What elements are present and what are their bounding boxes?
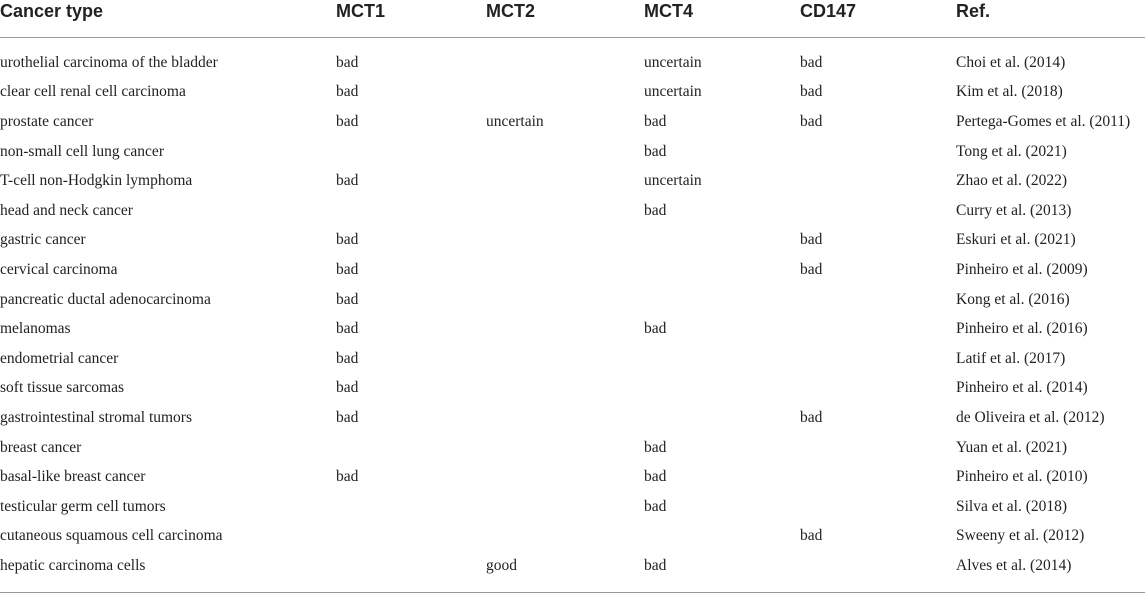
table-row bbox=[0, 551, 1145, 581]
cell-mct2 bbox=[486, 374, 644, 404]
cell-mct2: good bbox=[486, 556, 517, 574]
cell-mct4 bbox=[644, 403, 800, 433]
cell-mct2 bbox=[486, 38, 644, 78]
cell-mct1: bad bbox=[336, 112, 359, 130]
cell-mct1 bbox=[336, 137, 486, 167]
cell-mct1: bad bbox=[336, 231, 359, 249]
cell-mct2 bbox=[486, 226, 644, 256]
cell-cd147 bbox=[800, 433, 956, 463]
cell-cd147: bad bbox=[800, 260, 823, 278]
cell-mct4: uncertain bbox=[644, 83, 702, 101]
header-mct1: MCT1 bbox=[336, 0, 486, 38]
cell-mct4: bad bbox=[644, 320, 667, 338]
cell-ref: Kong et al. (2016) bbox=[956, 290, 1070, 308]
cell-cd147: bad bbox=[800, 231, 823, 249]
table-row bbox=[0, 196, 1145, 226]
table-row bbox=[0, 462, 1145, 492]
cell-ref: Pinheiro et al. (2009) bbox=[956, 260, 1088, 278]
cell-cd147 bbox=[800, 196, 956, 226]
table-row bbox=[0, 226, 1145, 256]
cell-ref: Choi et al. (2014) bbox=[956, 53, 1066, 71]
cell-cd147: bad bbox=[800, 53, 823, 71]
cell-cd147 bbox=[800, 462, 956, 492]
cell-mct2 bbox=[486, 522, 644, 552]
cell-cd147: bad bbox=[800, 408, 823, 426]
cell-cancer-type: cutaneous squamous cell carcinoma bbox=[0, 527, 223, 545]
cell-mct4: bad bbox=[644, 438, 667, 456]
cell-mct4 bbox=[644, 285, 800, 315]
cell-cancer-type: hepatic carcinoma cells bbox=[0, 556, 146, 574]
cell-ref: Curry et al. (2013) bbox=[956, 201, 1072, 219]
table-row bbox=[0, 107, 1145, 137]
cell-mct4: bad bbox=[644, 142, 667, 160]
table-row bbox=[0, 38, 1145, 78]
cell-cancer-type: soft tissue sarcomas bbox=[0, 379, 124, 397]
table-row bbox=[0, 492, 1145, 522]
cell-ref: Kim et al. (2018) bbox=[956, 83, 1063, 101]
cell-ref: Pinheiro et al. (2010) bbox=[956, 468, 1088, 486]
cell-mct4 bbox=[644, 374, 800, 404]
cell-cancer-type: gastrointestinal stromal tumors bbox=[0, 408, 193, 426]
cell-mct2 bbox=[486, 403, 644, 433]
header-row bbox=[0, 0, 1145, 38]
table-row bbox=[0, 403, 1145, 433]
cell-ref: Yuan et al. (2021) bbox=[956, 438, 1068, 456]
header-mct4: MCT4 bbox=[644, 0, 800, 38]
cell-mct2 bbox=[486, 344, 644, 374]
cell-cancer-type: pancreatic ductal adenocarcinoma bbox=[0, 290, 211, 308]
cell-mct2 bbox=[486, 137, 644, 167]
cell-mct2 bbox=[486, 462, 644, 492]
cell-mct1: bad bbox=[336, 408, 359, 426]
cell-mct1 bbox=[336, 196, 486, 226]
cell-ref: Pertega-Gomes et al. (2011) bbox=[956, 112, 1131, 130]
cell-ref: Sweeny et al. (2012) bbox=[956, 527, 1085, 545]
table-row bbox=[0, 344, 1145, 374]
cell-ref: Tong et al. (2021) bbox=[956, 142, 1067, 160]
cell-mct4: bad bbox=[644, 556, 667, 574]
table-row bbox=[0, 374, 1145, 404]
cell-mct1 bbox=[336, 551, 486, 581]
cell-mct2 bbox=[486, 196, 644, 226]
cell-cancer-type: endometrial cancer bbox=[0, 349, 119, 367]
cell-mct4: uncertain bbox=[644, 53, 702, 71]
cell-mct2 bbox=[486, 285, 644, 315]
cell-mct1: bad bbox=[336, 53, 359, 71]
cell-mct1: bad bbox=[336, 83, 359, 101]
table-row bbox=[0, 433, 1145, 463]
cell-mct4: bad bbox=[644, 201, 667, 219]
cell-mct2 bbox=[486, 492, 644, 522]
cell-cancer-type: cervical carcinoma bbox=[0, 260, 118, 278]
cell-mct2: uncertain bbox=[486, 112, 544, 130]
cell-mct2 bbox=[486, 433, 644, 463]
cell-mct2 bbox=[486, 166, 644, 196]
table-row bbox=[0, 166, 1145, 196]
cell-mct1: bad bbox=[336, 290, 359, 308]
table-body bbox=[0, 38, 1145, 581]
cell-mct1: bad bbox=[336, 468, 359, 486]
table-row bbox=[0, 78, 1145, 108]
cell-cd147: bad bbox=[800, 527, 823, 545]
bottom-rule bbox=[0, 592, 1145, 593]
cell-mct1 bbox=[336, 433, 486, 463]
cell-cd147: bad bbox=[800, 112, 823, 130]
cell-cancer-type: basal-like breast cancer bbox=[0, 468, 146, 486]
header-cancer-type: Cancer type bbox=[0, 0, 336, 38]
cell-cancer-type: melanomas bbox=[0, 320, 71, 338]
cell-cancer-type: prostate cancer bbox=[0, 112, 94, 130]
cell-mct4: uncertain bbox=[644, 172, 702, 190]
header-cd147: CD147 bbox=[800, 0, 956, 38]
cell-mct4: bad bbox=[644, 468, 667, 486]
cell-ref: Zhao et al. (2022) bbox=[956, 172, 1068, 190]
cell-cancer-type: T-cell non-Hodgkin lymphoma bbox=[0, 172, 193, 190]
cell-cd147 bbox=[800, 344, 956, 374]
table-row bbox=[0, 314, 1145, 344]
cell-cd147 bbox=[800, 166, 956, 196]
cell-cd147 bbox=[800, 314, 956, 344]
cell-mct4 bbox=[644, 522, 800, 552]
header-mct2: MCT2 bbox=[486, 0, 644, 38]
cell-cancer-type: clear cell renal cell carcinoma bbox=[0, 83, 186, 101]
cell-mct1: bad bbox=[336, 172, 359, 190]
cell-mct4 bbox=[644, 344, 800, 374]
cell-mct1 bbox=[336, 522, 486, 552]
cell-mct4 bbox=[644, 226, 800, 256]
cell-cd147 bbox=[800, 374, 956, 404]
cell-ref: Silva et al. (2018) bbox=[956, 497, 1068, 515]
cell-ref: Eskuri et al. (2021) bbox=[956, 231, 1076, 249]
table-row bbox=[0, 285, 1145, 315]
table-row bbox=[0, 255, 1145, 285]
cell-cd147: bad bbox=[800, 83, 823, 101]
cell-ref: Alves et al. (2014) bbox=[956, 556, 1072, 574]
cell-cd147 bbox=[800, 492, 956, 522]
cell-cancer-type: breast cancer bbox=[0, 438, 82, 456]
table-row bbox=[0, 137, 1145, 167]
cell-cd147 bbox=[800, 285, 956, 315]
cell-cd147 bbox=[800, 551, 956, 581]
cell-mct4: bad bbox=[644, 497, 667, 515]
cell-ref: Pinheiro et al. (2014) bbox=[956, 379, 1088, 397]
cell-mct1 bbox=[336, 492, 486, 522]
cell-mct2 bbox=[486, 78, 644, 108]
cell-mct1: bad bbox=[336, 320, 359, 338]
cell-cancer-type: head and neck cancer bbox=[0, 201, 133, 219]
cell-cancer-type: urothelial carcinoma of the bladder bbox=[0, 53, 218, 71]
cell-cancer-type: non-small cell lung cancer bbox=[0, 142, 164, 160]
cell-cancer-type: gastric cancer bbox=[0, 231, 86, 249]
cell-ref: de Oliveira et al. (2012) bbox=[956, 408, 1105, 426]
cell-mct2 bbox=[486, 255, 644, 285]
cell-mct1: bad bbox=[336, 260, 359, 278]
cell-mct2 bbox=[486, 314, 644, 344]
cell-mct4: bad bbox=[644, 112, 667, 130]
cell-cd147 bbox=[800, 137, 956, 167]
cell-mct1: bad bbox=[336, 379, 359, 397]
table-row bbox=[0, 522, 1145, 552]
header-ref: Ref. bbox=[956, 0, 1145, 38]
cell-ref: Pinheiro et al. (2016) bbox=[956, 320, 1088, 338]
cell-mct4 bbox=[644, 255, 800, 285]
cell-cancer-type: testicular germ cell tumors bbox=[0, 497, 166, 515]
cell-ref: Latif et al. (2017) bbox=[956, 349, 1066, 367]
cell-mct1: bad bbox=[336, 349, 359, 367]
table-header bbox=[0, 0, 1145, 38]
